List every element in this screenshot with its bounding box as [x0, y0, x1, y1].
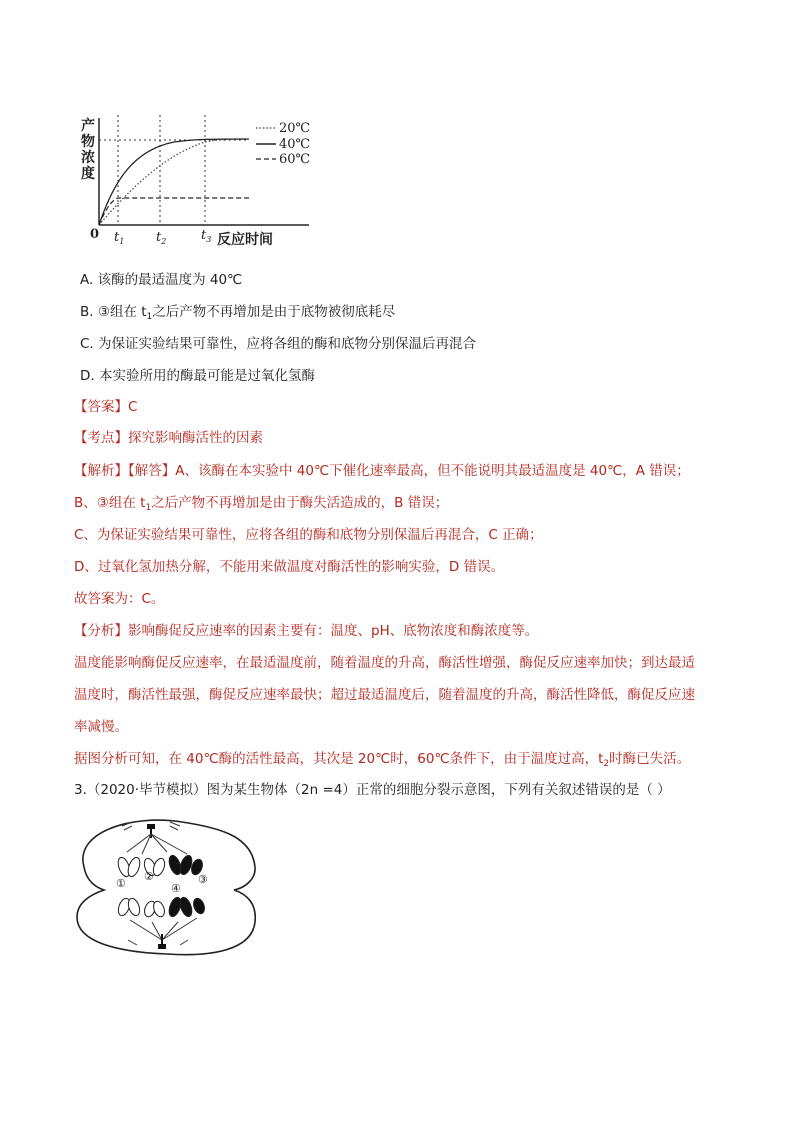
- fenxi-line-3: 温度时，酶活性最强，酶促反应速率最快；超过最适温度后，随着温度的升高，酶活性降低，酶促反应速: [74, 687, 695, 703]
- legend-20c: 20℃: [279, 121, 311, 136]
- origin-label: 0: [90, 227, 100, 242]
- chromosome-label: ③: [198, 873, 208, 886]
- y-axis-label-char: 度: [81, 166, 95, 182]
- t2-label: $t_2$: [156, 230, 167, 246]
- chromosome-label: ④: [171, 882, 181, 895]
- fenxi-line-2: 温度能影响酶促反应速率，在最适温度前，随着温度的升高，酶活性增强，酶促反应速率加快；到达最适: [74, 655, 695, 671]
- jiexi-line-4: D、过氧化氢加热分解，不能用来做温度对酶活性的影响实验，D 错误。: [74, 559, 505, 575]
- cell-outline: [77, 820, 255, 955]
- kaodian-line: 【考点】探究影响酶活性的因素: [74, 430, 263, 446]
- jiexi-line-2: B、③组在 $t_1$之后产物不再增加是由于酶失活造成的，B 错误；: [74, 495, 449, 513]
- jiexi-conclusion: 故答案为：C。: [74, 591, 165, 607]
- fenxi-line-4: 率减慢。: [74, 719, 128, 735]
- jiexi-line-3: C、为保证实验结果可靠性，应将各组的酶和底物分别保温后再混合，C 正确；: [74, 527, 543, 543]
- x-axis-label: 反应时间: [217, 232, 273, 248]
- curve-40c: [99, 139, 249, 225]
- answer-tag: 【答案】: [74, 399, 128, 415]
- y-axis-label-char: 浓: [81, 150, 95, 166]
- answer-line: [74, 397, 137, 417]
- t3-label: $t_3$: [201, 228, 212, 244]
- chromosome-label: ①: [116, 877, 126, 890]
- option-c: C. 为保证实验结果可靠性，应将各组的酶和底物分别保温后再混合: [80, 336, 477, 352]
- y-axis-label-char: 物: [81, 134, 95, 150]
- curve-60c: [99, 198, 249, 225]
- curve-20c: [99, 139, 249, 225]
- legend-40c: 40℃: [279, 137, 311, 152]
- t1-label: $t_1$: [114, 230, 125, 246]
- legend-60c: 60℃: [279, 152, 311, 167]
- option-d: D. 本实验所用的酶最可能是过氧化氢酶: [80, 368, 315, 384]
- y-axis-label-char: 产: [81, 118, 95, 134]
- option-a: A. 该酶的最适温度为 40℃: [80, 272, 243, 288]
- cell-division-figure: [72, 812, 262, 962]
- fenxi-line-5: 据图分析可知，在 40℃酶的活性最高，其次是 20℃时，60℃条件下，由于温度过高，$t_2$时酶已失活。: [74, 751, 691, 769]
- option-b: B. ③组在 $t_1$之后产物不再增加是由于底物被彻底耗尽: [80, 304, 396, 322]
- jiexi-line-1: 【解析】【解答】A、该酶在本实验中 40℃下催化速率最高，但不能说明其最适温度是 40℃，A 错误；: [74, 463, 690, 479]
- chromosome-label: ②: [144, 870, 154, 883]
- fenxi-line-1: 【分析】影响酶促反应速率的因素主要有：温度、pH、底物浓度和酶浓度等。: [74, 623, 539, 639]
- product-concentration-graph: [74, 110, 324, 250]
- question-3: 3.（2020·毕节模拟）图为某生物体（2n =4）正常的细胞分裂示意图，下列有关叙述错误的是（ ）: [74, 782, 671, 798]
- answer-value: C: [128, 399, 138, 415]
